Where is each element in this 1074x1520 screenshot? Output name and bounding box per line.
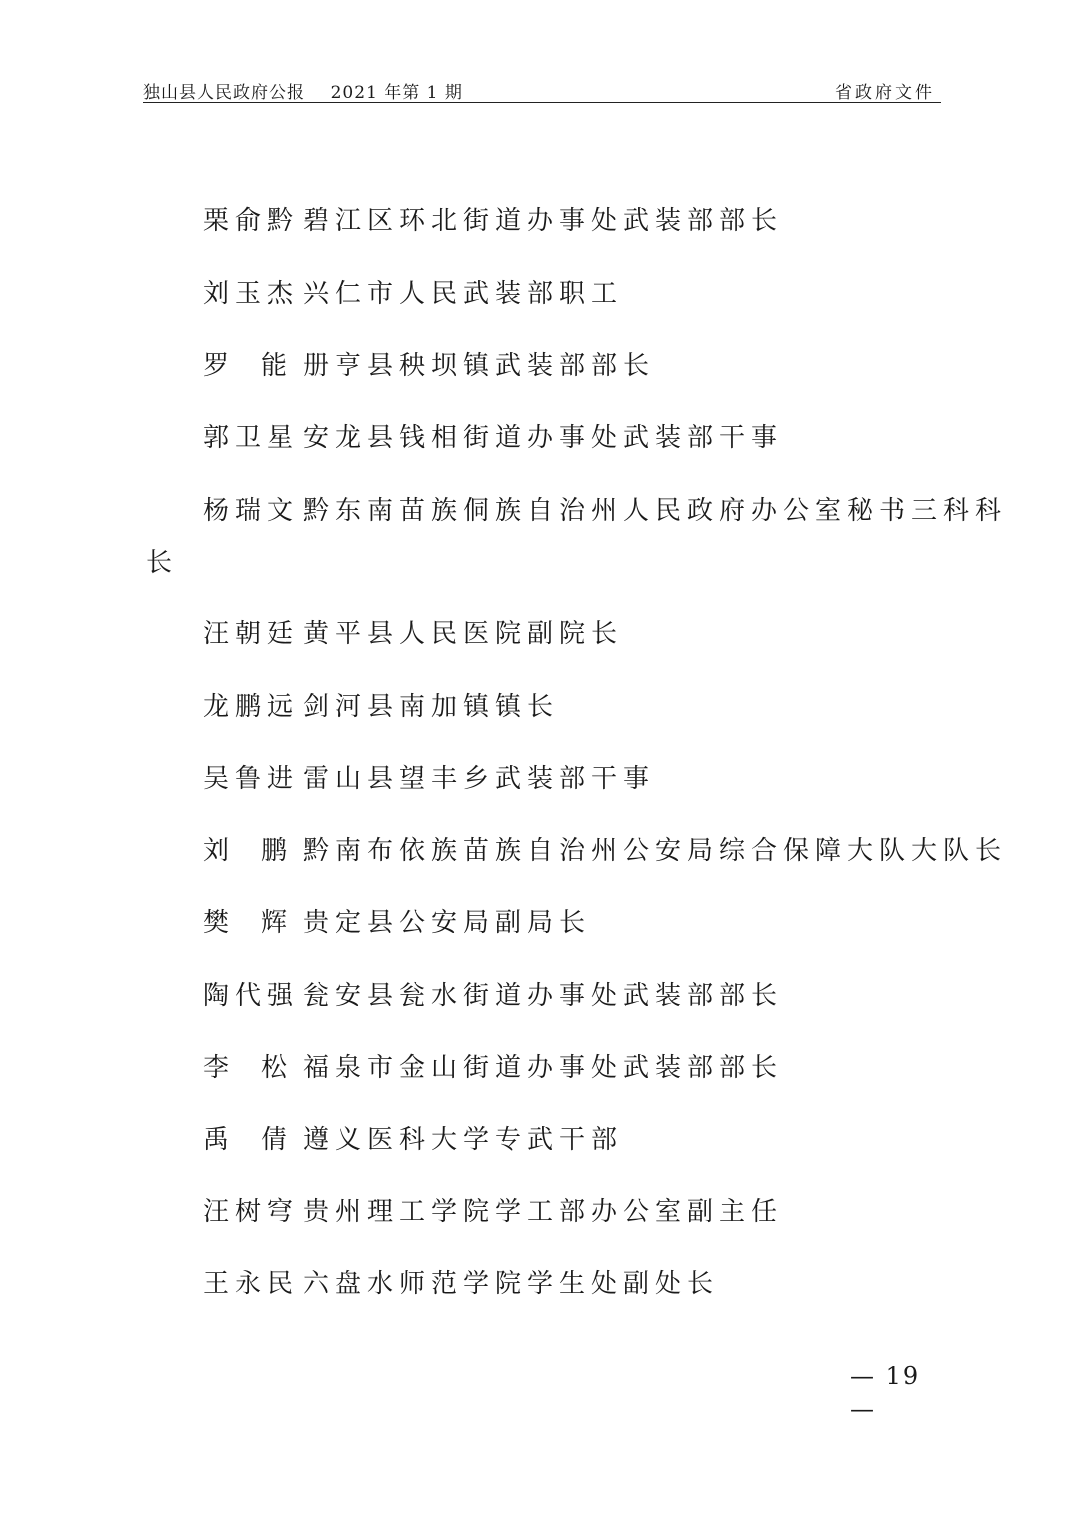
person-name-surname: 刘 <box>203 836 230 866</box>
page-number: — 19 <box>850 1362 921 1390</box>
person-name-given: 能 <box>260 351 287 381</box>
page-number-dash: — <box>850 1395 874 1423</box>
person-title: 雷山县望丰乡武装部干事 <box>303 764 656 794</box>
person-name <box>203 833 287 869</box>
person-title-continuation: 长 <box>146 548 179 578</box>
person-name-given: 松 <box>260 1053 287 1083</box>
person-title: 安龙县钱相街道办事处武装部干事 <box>303 423 784 453</box>
person-name-surname: 罗 <box>203 351 230 381</box>
person-name-surname: 樊 <box>203 908 230 938</box>
person-name: 龙鹏远 <box>203 692 300 722</box>
person-name: 刘玉杰 <box>203 279 300 309</box>
person-title: 剑河县南加镇镇长 <box>303 692 560 722</box>
person-name-given: 倩 <box>260 1125 287 1155</box>
header-publication: 独山县人民政府公报 2021 年第 1 期 <box>143 83 463 103</box>
person-name: 郭卫星 <box>203 423 300 453</box>
person-name: 王永民 <box>203 1269 300 1299</box>
person-name: 汪树穹 <box>203 1197 300 1227</box>
person-name: 陶代强 <box>203 981 300 1011</box>
page-header <box>143 72 941 103</box>
header-section: 省政府文件 <box>835 83 935 103</box>
person-title: 兴仁市人民武装部职工 <box>303 279 624 309</box>
person-title: 遵义医科大学专武干部 <box>303 1125 624 1155</box>
person-name: 汪朝廷 <box>203 619 300 649</box>
person-title: 瓮安县瓮水街道办事处武装部部长 <box>303 981 784 1011</box>
person-name: 吴鲁进 <box>203 764 300 794</box>
person-title: 贵定县公安局副局长 <box>303 908 592 938</box>
person-name-surname: 李 <box>203 1053 230 1083</box>
person-name <box>203 1050 287 1086</box>
person-title: 黔南布依族苗族自治州公安局综合保障大队大队长 <box>303 836 1008 866</box>
person-name-given: 辉 <box>260 908 287 938</box>
person-title: 碧江区环北街道办事处武装部部长 <box>303 206 784 236</box>
person-name-given: 鹏 <box>260 836 287 866</box>
person-name: 栗俞黔 <box>203 206 300 236</box>
person-title: 册亨县秧坝镇武装部部长 <box>303 351 656 381</box>
person-title: 黔东南苗族侗族自治州人民政府办公室秘书三科科 <box>303 496 1008 526</box>
person-name <box>203 1122 287 1158</box>
person-name <box>203 348 287 384</box>
person-name <box>203 905 287 941</box>
person-title: 黄平县人民医院副院长 <box>303 619 624 649</box>
person-title: 六盘水师范学院学生处副处长 <box>303 1269 720 1299</box>
person-name: 杨瑞文 <box>203 496 300 526</box>
person-title: 福泉市金山街道办事处武装部部长 <box>303 1053 784 1083</box>
person-name-surname: 禹 <box>203 1125 230 1155</box>
person-title: 贵州理工学院学工部办公室副主任 <box>303 1197 784 1227</box>
